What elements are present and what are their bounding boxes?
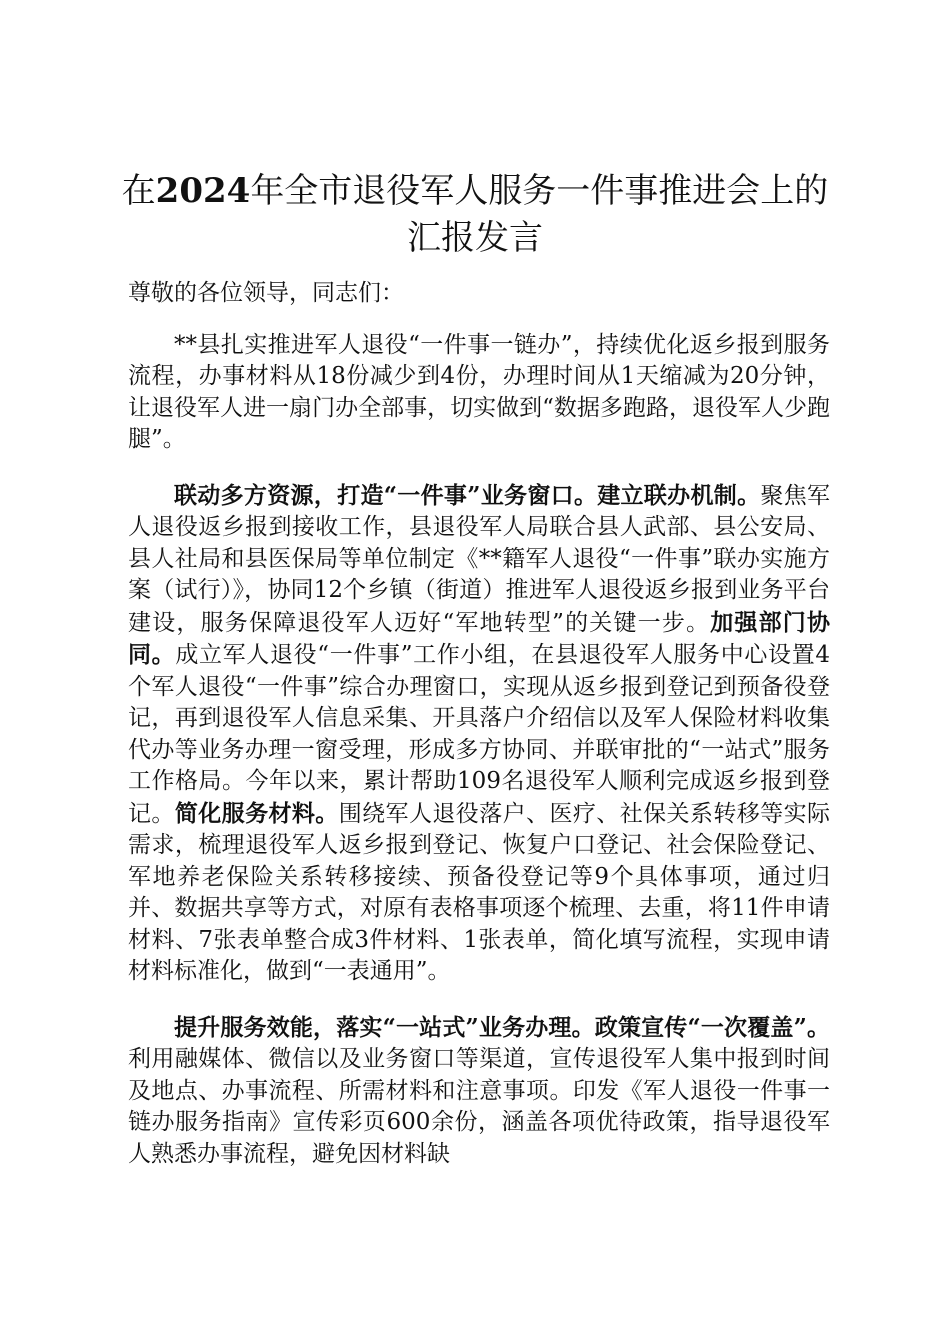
section-1-text-3: 围绕军人退役落户、医疗、社保关系转移等实际需求，梳理退役军人返乡报到登记、恢复户口登记、社会保险登记、军地养老保险关系转移接续、预备役登记等9个具体事项，通过归并、数据共享等方式，对原有表格事项逐个梳理、去重，将11件申请材料、7张表单整合成3件材料、1张表单，简化填写流程，实现申请材料标准化，做到“一表通用”。 xyxy=(128,800,831,984)
section-2-text-1: 利用融媒体、微信以及业务窗口等渠道，宣传退役军人集中报到时间及地点、办事流程、所需材料和注意事项。印发《军人退役一件事一链办服务指南》宣传彩页600余份，涵盖各项优待政策，指导退役军人熟悉办事流程，避免因材料缺 xyxy=(128,1046,830,1167)
title-part1: 在 xyxy=(121,171,156,211)
section-2-sub-1: 政策宣传“一次覆盖”。 xyxy=(594,1013,830,1041)
title-part2: 年全市退役军人服务一件事推进会上的汇报发言 xyxy=(250,171,829,258)
paragraph-section-2 xyxy=(128,1012,830,1171)
paragraph-section-1 xyxy=(128,480,830,988)
section-1-sub-3: 简化服务材料。 xyxy=(174,799,339,827)
section-1-text-2: 成立军人退役“一件事”工作小组，在县退役军人服务中心设置4个军人退役“一件事”综合办理窗口，实现从返乡报到登记到预备役登记，再到退役军人信息采集、开具落户介绍信以及军人保险材料收集代办等业务办理一窗受理，形成多方协同、并联审批的“一站式”服务工作格局。今年以来，累计帮助109名退役军人顺利完成返乡报到登记。 xyxy=(128,642,830,827)
section-2-heading: 提升服务效能，落实“一站式”业务办理。 xyxy=(174,1013,595,1041)
section-1-text-1: 聚焦军人退役返乡报到接收工作，县退役军人局联合县人武部、县公安局、县人社局和县医保局等单位制定《**籍军人退役“一件事”联办实施方案（试行）》，协同12个乡镇（街道）推进军人退役返乡报到业务平台建设，服务保障退役军人迈好“军地转型”的关键一步。 xyxy=(128,482,830,636)
section-1-sub-1: 建立联办机制。 xyxy=(597,481,761,509)
title-year: 2024 xyxy=(155,171,251,211)
section-1-sub-2: 加强部门协同。 xyxy=(128,608,830,668)
section-1-heading: 联动多方资源，打造“一件事”业务窗口。 xyxy=(174,481,598,509)
salutation: 尊敬的各位领导，同志们： xyxy=(128,280,404,306)
document-body xyxy=(128,278,830,1194)
document-title xyxy=(120,168,830,262)
paragraph-intro: **县扎实推进军人退役“一件事一链办”，持续优化返乡报到服务流程，办事材料从18份减少到4份，办理时间从1天缩减为20分钟，让退役军人进一扇门办全部事，切实做到“数据多跑路，退役军人少跑腿”。 xyxy=(128,331,830,452)
